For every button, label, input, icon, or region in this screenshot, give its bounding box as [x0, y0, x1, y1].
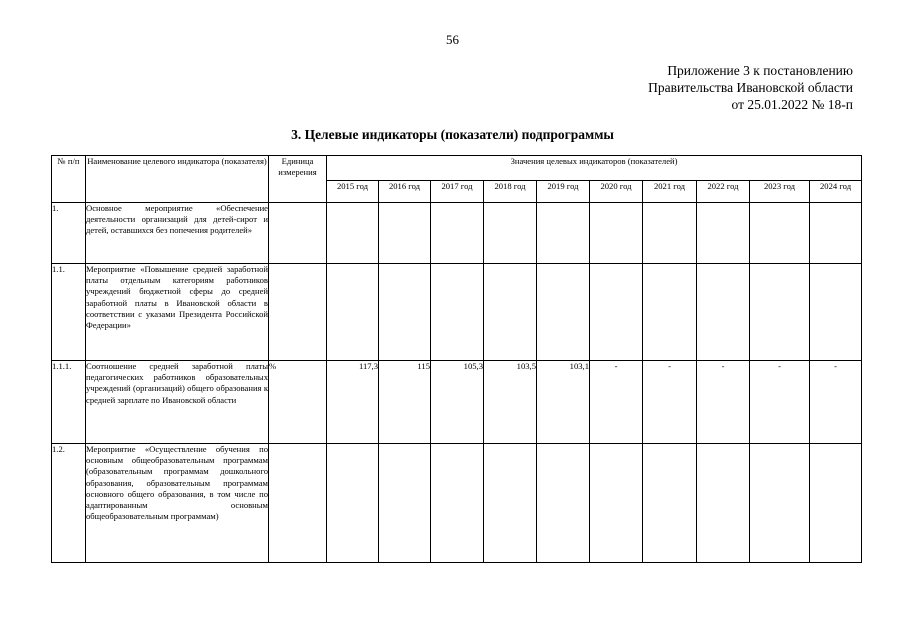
value-cell: 105,3 — [431, 361, 484, 444]
table-row — [52, 361, 862, 444]
value-cell: 117,3 — [327, 361, 379, 444]
header-values: Значения целевых индикаторов (показателей) — [327, 156, 862, 181]
section-title: 3. Целевые индикаторы (показатели) подпрограммы — [291, 127, 614, 142]
value-cell — [431, 203, 484, 264]
value-cell — [810, 444, 862, 563]
value-cell — [750, 444, 810, 563]
header-number: № п/п — [52, 156, 86, 203]
year-2020: 2020 год — [590, 181, 643, 203]
appendix-reference — [648, 62, 853, 113]
value-cell: 103,1 — [537, 361, 590, 444]
value-cell — [697, 264, 750, 361]
row-number: 1.1. — [52, 264, 86, 361]
value-cell: - — [590, 361, 643, 444]
value-cell: - — [750, 361, 810, 444]
header-name: Наименование целевого индикатора (показателя) — [86, 156, 269, 203]
value-cell — [484, 444, 537, 563]
year-2015: 2015 год — [327, 181, 379, 203]
value-cell — [484, 203, 537, 264]
value-cell — [697, 203, 750, 264]
page-number: 56 — [446, 32, 459, 47]
header-unit: Единица измерения — [269, 156, 327, 203]
year-2023: 2023 год — [750, 181, 810, 203]
value-cell — [327, 203, 379, 264]
year-2017: 2017 год — [431, 181, 484, 203]
value-cell — [810, 264, 862, 361]
value-cell — [810, 203, 862, 264]
row-number: 1.1.1. — [52, 361, 86, 444]
value-cell — [643, 444, 697, 563]
value-cell — [537, 264, 590, 361]
header-row — [52, 156, 862, 181]
row-name: Мероприятие «Осуществление обучения по основным общеобразовательным программам (образовательным программам дошкольного образования, образовательным программам основного общего образования, в том числе по адаптированным основным общеобразовательным программам) — [86, 444, 269, 563]
appendix-line-3: от 25.01.2022 № 18-п — [731, 97, 853, 112]
year-2018: 2018 год — [484, 181, 537, 203]
value-cell — [537, 444, 590, 563]
value-cell: - — [697, 361, 750, 444]
value-cell — [750, 264, 810, 361]
appendix-line-2: Правительства Ивановской области — [648, 80, 853, 95]
value-cell — [379, 264, 431, 361]
year-2019: 2019 год — [537, 181, 590, 203]
year-2021: 2021 год — [643, 181, 697, 203]
value-cell — [484, 264, 537, 361]
value-cell: - — [810, 361, 862, 444]
row-unit — [269, 444, 327, 563]
value-cell — [590, 203, 643, 264]
row-number: 1.2. — [52, 444, 86, 563]
appendix-line-1: Приложение 3 к постановлению — [667, 63, 853, 78]
row-unit: % — [269, 361, 327, 444]
year-2016: 2016 год — [379, 181, 431, 203]
row-name: Соотношение средней заработной платы педагогических работников образовательных учреждений (организаций) общего образования к средней зарплате по Ивановской области — [86, 361, 269, 444]
value-cell — [750, 203, 810, 264]
value-cell — [537, 203, 590, 264]
value-cell — [643, 203, 697, 264]
value-cell — [590, 444, 643, 563]
row-unit — [269, 264, 327, 361]
year-2024: 2024 год — [810, 181, 862, 203]
year-2022: 2022 год — [697, 181, 750, 203]
row-number: 1. — [52, 203, 86, 264]
indicators-table — [51, 155, 862, 563]
value-cell: 115 — [379, 361, 431, 444]
table-row — [52, 444, 862, 563]
value-cell — [327, 444, 379, 563]
row-name: Основное мероприятие «Обеспечение деятельности организаций для детей-сирот и детей, оставшихся без попечения родителей» — [86, 203, 269, 264]
table-row — [52, 264, 862, 361]
value-cell — [431, 444, 484, 563]
value-cell: 103,5 — [484, 361, 537, 444]
value-cell — [327, 264, 379, 361]
value-cell — [431, 264, 484, 361]
value-cell — [379, 444, 431, 563]
value-cell — [590, 264, 643, 361]
value-cell — [643, 264, 697, 361]
value-cell — [379, 203, 431, 264]
table-row — [52, 203, 862, 264]
value-cell: - — [643, 361, 697, 444]
row-unit — [269, 203, 327, 264]
value-cell — [697, 444, 750, 563]
row-name: Мероприятие «Повышение средней заработной платы отдельным категориям работников учреждений бюджетной сферы до средней заработной платы в Ивановской области в соответствии с указами Президента Российской Федерации» — [86, 264, 269, 361]
